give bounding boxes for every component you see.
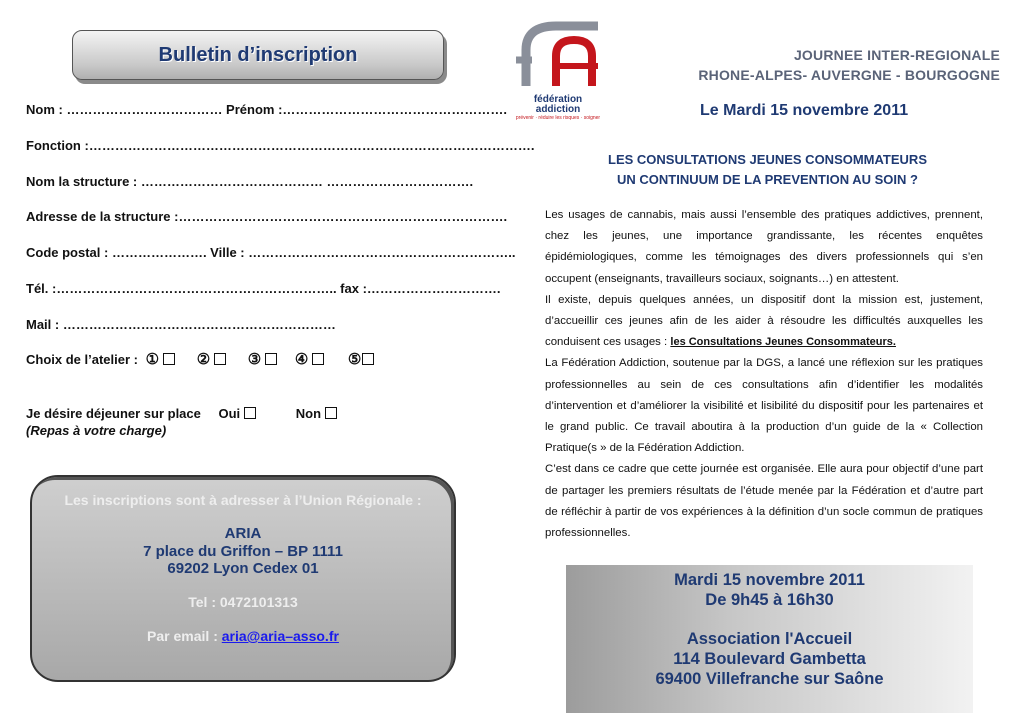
- contact-intro: Les inscriptions sont à adresser à l’Union Régionale :: [64, 492, 422, 508]
- logo-name: fédération addiction: [533, 94, 583, 115]
- title-banner: [72, 30, 444, 80]
- event-venue: Association l'Accueil: [686, 630, 853, 648]
- atelier-checkbox-4[interactable]: [312, 353, 324, 365]
- mail-field[interactable]: Mail : ………………………………………………………: [26, 317, 336, 332]
- dejeuner-choice: [26, 406, 337, 421]
- atelier-checkbox-1[interactable]: [163, 353, 175, 365]
- code-postal-ville-field[interactable]: Code postal : …………………. Ville : ……………………………………………………..: [26, 245, 516, 260]
- event-street: 114 Boulevard Gambetta: [673, 650, 866, 668]
- atelier-option-2: ②: [196, 351, 211, 368]
- subject-line1: LES CONSULTATIONS JEUNES CONSOMMATEURS: [608, 152, 927, 167]
- paragraph-1: Les usages de cannabis, mais aussi l’ensemble des pratiques addictives, prennent, chez les jeunes, une importance grandissante, les récentes enquêtes épidémiologiques, comme les témoignages des divers professionnels qui s’en occupent (enseignants, travailleurs sociaux, soignants…) en attestent.: [545, 209, 983, 285]
- paragraph-2-text: Il existe, depuis quelques années, un dispositif dont la mission est, justement, d’accueillir ces jeunes afin de les aider à résoudre les difficultés auxquelles les conduisent ces usages :: [545, 293, 983, 349]
- event-date-title: Le Mardi 15 novembre 2011: [700, 102, 909, 119]
- contact-email-line: [32, 628, 454, 644]
- subject-line2: UN CONTINUUM DE LA PREVENTION AU SOIN ?: [617, 172, 918, 187]
- atelier-checkbox-5[interactable]: [362, 353, 374, 365]
- logo-mark-icon: [512, 20, 604, 90]
- paragraph-2: [545, 290, 983, 354]
- atelier-option-4: ④: [294, 351, 309, 368]
- event-city: 69400 Villefranche sur Saône: [655, 670, 884, 688]
- page-title: Bulletin d’inscription: [158, 43, 358, 66]
- atelier-option-3: ③: [247, 351, 262, 368]
- contact-tel: Tel : 0472101313: [188, 594, 298, 610]
- federation-addiction-logo: [512, 20, 604, 121]
- contact-org: ARIA: [224, 525, 262, 542]
- header-line1: JOURNEE INTER-REGIONALE: [793, 47, 1000, 63]
- nom-prenom-field[interactable]: Nom : ……………………………… Prénom :…………………………………………….: [26, 102, 508, 117]
- atelier-label: Choix de l’atelier :: [26, 352, 138, 367]
- adresse-field[interactable]: Adresse de la structure :………………………………………………………………….: [26, 209, 508, 224]
- body-text: [545, 205, 983, 544]
- oui-checkbox[interactable]: [244, 407, 256, 419]
- atelier-checkbox-3[interactable]: [265, 353, 277, 365]
- event-date: Mardi 15 novembre 2011: [674, 571, 865, 589]
- atelier-option-1: ①: [145, 351, 160, 368]
- paragraph-3: La Fédération Addiction, soutenue par la DGS, a lancé une réflexion sur les pratiques professionnelles au sein de ces consultations afin d’identifier les modalités d’intervention et d’améliorer la visibilité et lisibilité du dispositif pour les partenaires et le grand public. Ce travail aboutira à la production d’un guide de la « Collection Pratique(s » de la Fédération Addiction.: [545, 357, 983, 455]
- contact-address2: 69202 Lyon Cedex 01: [167, 560, 319, 577]
- tel-fax-field[interactable]: Tél. :……………………………………………………….. fax :………………………….: [26, 281, 501, 296]
- logo-tagline: prévenir · réduire les risques · soigner: [515, 115, 601, 121]
- fonction-field[interactable]: Fonction :………………………………………………………………………………………….: [26, 138, 535, 153]
- contact-box: [30, 475, 456, 682]
- oui-label: Oui: [218, 406, 241, 421]
- paragraph-2-highlight: les Consultations Jeunes Consommateurs.: [670, 336, 896, 349]
- email-link[interactable]: aria@aria–asso.fr: [221, 628, 339, 644]
- structure-field[interactable]: Nom la structure : …………………………………… …………………………….: [26, 174, 474, 189]
- dejeuner-label: Je désire déjeuner sur place: [26, 406, 201, 421]
- atelier-choice: [26, 350, 374, 368]
- contact-address1: 7 place du Griffon – BP 1111: [143, 543, 343, 560]
- non-checkbox[interactable]: [325, 407, 337, 419]
- email-prefix: Par email :: [147, 628, 218, 644]
- non-label: Non: [295, 406, 322, 421]
- paragraph-4: C’est dans ce cadre que cette journée est organisée. Elle aura pour objectif d’une part de partager les premiers résultats de l’étude menée par la Fédération et d’autre part de réfléchir à partir de vos expériences à la définition d’un socle commun de pratiques professionnelles.: [545, 463, 983, 540]
- header-line2: RHONE-ALPES- AUVERGNE - BOURGOGNE: [698, 67, 1000, 83]
- repas-note: (Repas à votre charge): [26, 423, 167, 438]
- event-details-box: [566, 565, 973, 713]
- event-time: De 9h45 à 16h30: [705, 591, 834, 609]
- atelier-option-5: ⑤: [347, 351, 362, 368]
- atelier-checkbox-2[interactable]: [214, 353, 226, 365]
